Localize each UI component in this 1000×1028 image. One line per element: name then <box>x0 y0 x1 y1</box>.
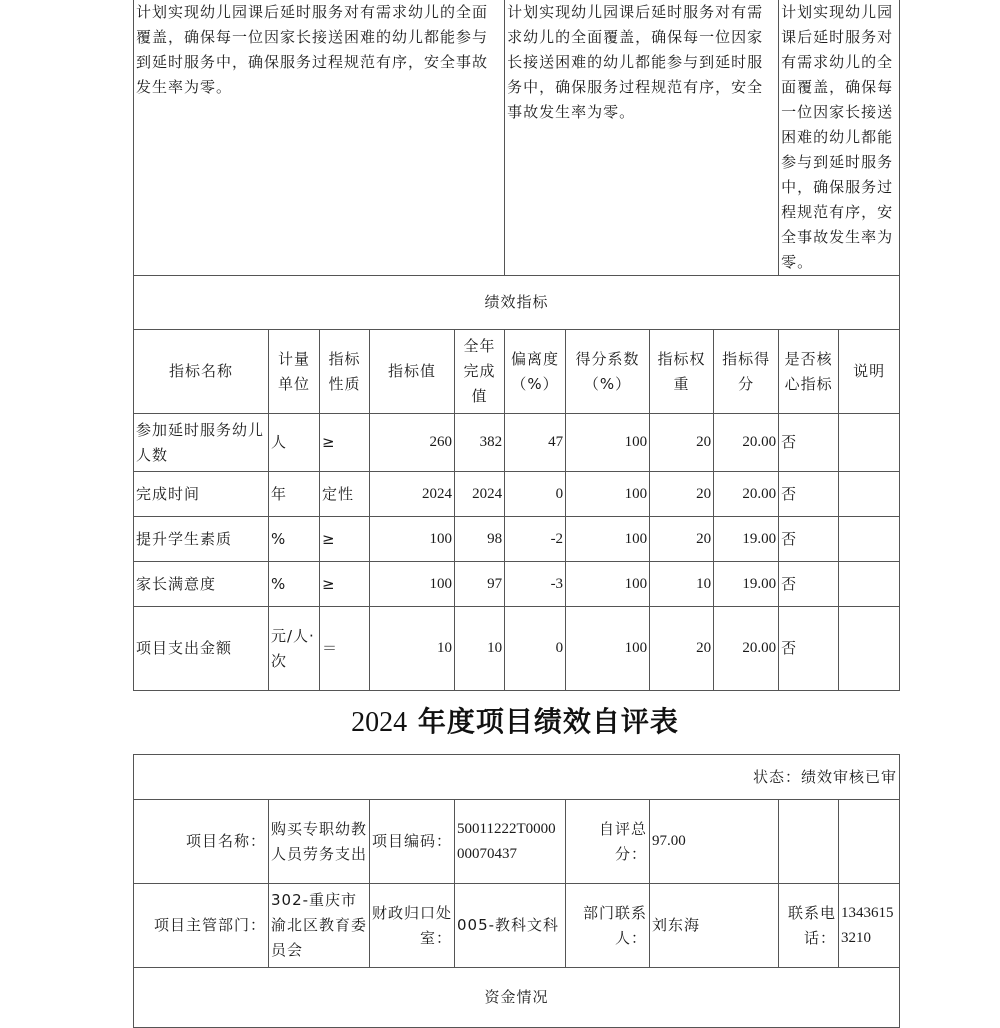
cell-nature: ＝ <box>320 607 370 691</box>
department-info-row <box>134 884 900 968</box>
contact-value: 刘东海 <box>650 884 779 968</box>
self-score-value: 97.00 <box>650 800 779 884</box>
cell-deviation: 47 <box>505 414 566 472</box>
cell-core: 否 <box>779 607 839 691</box>
header-row <box>134 330 900 414</box>
self-score-label: 自评总分： <box>566 800 650 884</box>
cell-name: 参加延时服务幼儿人数 <box>134 414 269 472</box>
header-actual: 全年完成值 <box>455 330 505 414</box>
report-title-text: 年度项目绩效自评表 <box>407 705 679 738</box>
cell-note <box>839 472 900 517</box>
dept-label: 项目主管部门： <box>134 884 269 968</box>
performance-indicators-table <box>133 0 900 691</box>
cell-unit: % <box>269 562 320 607</box>
contact-label: 部门联系人： <box>566 884 650 968</box>
section-title-indicators: 绩效指标 <box>134 276 900 330</box>
header-name: 指标名称 <box>134 330 269 414</box>
header-score: 指标得分 <box>714 330 779 414</box>
cell-nature: ≥ <box>320 517 370 562</box>
goal-text-1: 计划实现幼儿园课后延时服务对有需求幼儿的全面覆盖，确保每一位因家长接送困难的幼儿都能参与到延时服务中，确保服务过程规范有序，安全事故发生率为零。 <box>134 0 505 276</box>
table-row <box>134 607 900 691</box>
cell-weight: 20 <box>650 472 714 517</box>
project-name-label: 项目名称： <box>134 800 269 884</box>
report-title <box>0 700 1000 740</box>
cell-target: 10 <box>370 607 455 691</box>
cell-name: 项目支出金额 <box>134 607 269 691</box>
cell-coef: 100 <box>566 607 650 691</box>
cell-core: 否 <box>779 414 839 472</box>
cell-target: 2024 <box>370 472 455 517</box>
cell-nature: 定性 <box>320 472 370 517</box>
cell-score: 20.00 <box>714 607 779 691</box>
cell-note <box>839 607 900 691</box>
project-code-value: 50011222T000000070437 <box>455 800 566 884</box>
cell-core: 否 <box>779 472 839 517</box>
status-text: 状态：绩效审核已审 <box>134 755 900 800</box>
cell-coef: 100 <box>566 414 650 472</box>
cell-nature: ≥ <box>320 414 370 472</box>
cell-note <box>839 517 900 562</box>
goals-row <box>134 0 900 276</box>
cell-score: 19.00 <box>714 562 779 607</box>
cell-weight: 20 <box>650 607 714 691</box>
goal-text-3: 计划实现幼儿园课后延时服务对有需求幼儿的全面覆盖，确保每一位因家长接送困难的幼儿都能参与到延时服务中，确保服务过程规范有序，安全事故发生率为零。 <box>779 0 900 276</box>
dept-value: 302-重庆市渝北区教育委员会 <box>269 884 370 968</box>
header-weight: 指标权重 <box>650 330 714 414</box>
cell-score: 20.00 <box>714 472 779 517</box>
cell-name: 提升学生素质 <box>134 517 269 562</box>
report-title-year: 2024 <box>351 707 408 738</box>
self-evaluation-table <box>133 754 900 1028</box>
phone-label: 联系电话： <box>779 884 839 968</box>
header-nature: 指标性质 <box>320 330 370 414</box>
table-row <box>134 562 900 607</box>
cell-actual: 98 <box>455 517 505 562</box>
cell-score: 20.00 <box>714 414 779 472</box>
cell-weight: 20 <box>650 414 714 472</box>
cell-target: 100 <box>370 517 455 562</box>
cell-deviation: -3 <box>505 562 566 607</box>
cell-actual: 97 <box>455 562 505 607</box>
cell-actual: 382 <box>455 414 505 472</box>
cell-unit: 元/人·次 <box>269 607 320 691</box>
header-target: 指标值 <box>370 330 455 414</box>
cell-unit: % <box>269 517 320 562</box>
project-code-label: 项目编码： <box>370 800 455 884</box>
cell-weight: 10 <box>650 562 714 607</box>
empty-cell <box>779 800 839 884</box>
table-row <box>134 414 900 472</box>
cell-target: 260 <box>370 414 455 472</box>
cell-weight: 20 <box>650 517 714 562</box>
header-note: 说明 <box>839 330 900 414</box>
project-name-value: 购买专职幼教人员劳务支出 <box>269 800 370 884</box>
table-row <box>134 517 900 562</box>
header-coef: 得分系数（%） <box>566 330 650 414</box>
cell-core: 否 <box>779 562 839 607</box>
cell-actual: 2024 <box>455 472 505 517</box>
cell-core: 否 <box>779 517 839 562</box>
header-unit: 计量单位 <box>269 330 320 414</box>
cell-coef: 100 <box>566 562 650 607</box>
project-info-row <box>134 800 900 884</box>
cell-coef: 100 <box>566 517 650 562</box>
cell-unit: 人 <box>269 414 320 472</box>
empty-cell <box>839 800 900 884</box>
cell-note <box>839 414 900 472</box>
table-row <box>134 472 900 517</box>
cell-target: 100 <box>370 562 455 607</box>
cell-deviation: -2 <box>505 517 566 562</box>
cell-unit: 年 <box>269 472 320 517</box>
cell-score: 19.00 <box>714 517 779 562</box>
cell-deviation: 0 <box>505 607 566 691</box>
phone-value: 13436153210 <box>839 884 900 968</box>
header-core: 是否核心指标 <box>779 330 839 414</box>
cell-name: 完成时间 <box>134 472 269 517</box>
cell-name: 家长满意度 <box>134 562 269 607</box>
goal-text-2: 计划实现幼儿园课后延时服务对有需求幼儿的全面覆盖，确保每一位因家长接送困难的幼儿都能参与到延时服务中，确保服务过程规范有序，安全事故发生率为零。 <box>505 0 779 276</box>
cell-nature: ≥ <box>320 562 370 607</box>
section-title-funds: 资金情况 <box>134 968 900 1028</box>
header-deviation: 偏离度（%） <box>505 330 566 414</box>
cell-actual: 10 <box>455 607 505 691</box>
cell-coef: 100 <box>566 472 650 517</box>
finance-value: 005-教科文科 <box>455 884 566 968</box>
cell-note <box>839 562 900 607</box>
finance-label: 财政归口处室： <box>370 884 455 968</box>
cell-deviation: 0 <box>505 472 566 517</box>
